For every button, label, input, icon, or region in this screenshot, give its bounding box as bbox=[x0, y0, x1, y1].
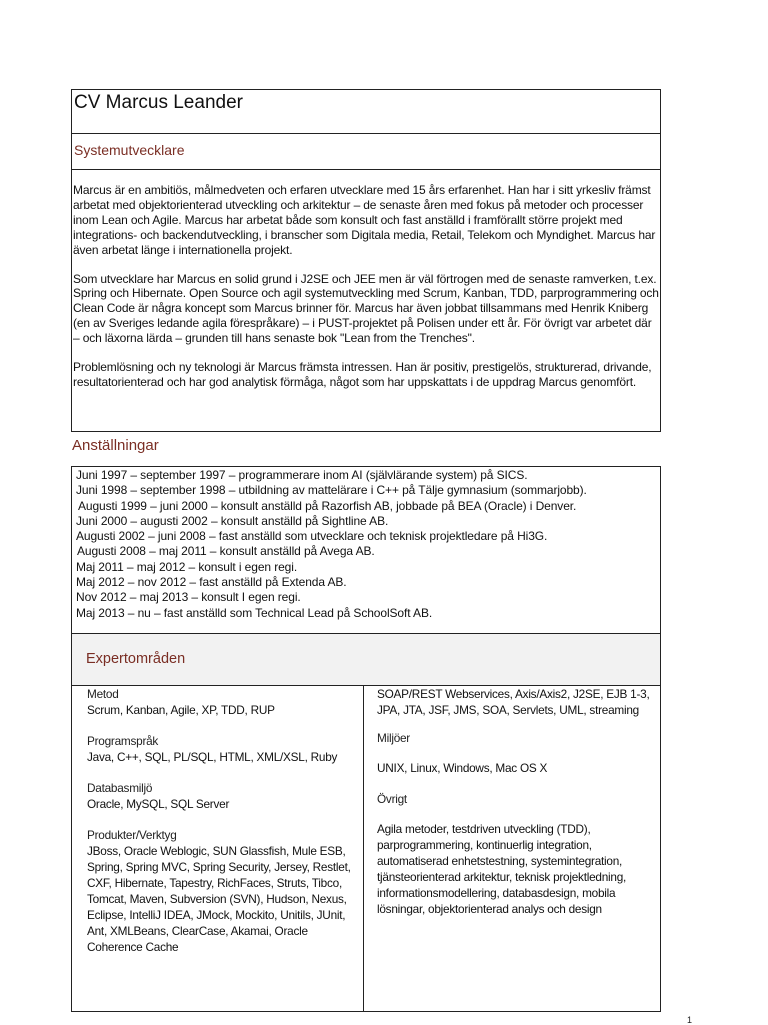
employment-list bbox=[76, 468, 587, 621]
employment-item: Maj 2011 – maj 2012 – konsult i egen regi. bbox=[76, 559, 298, 574]
cv-subtitle: Systemutvecklare bbox=[74, 142, 185, 158]
expertise-label: Databasmiljö bbox=[87, 781, 153, 795]
column-divider bbox=[363, 686, 364, 1011]
employment-item: Augusti 2008 – maj 2011 – konsult anställd på Avega AB. bbox=[77, 544, 375, 559]
expertise-heading-box bbox=[71, 633, 661, 686]
expertise-heading: Expertområden bbox=[86, 651, 186, 667]
intro-paragraph: Problemlösning och ny teknologi är Marcus främsta intressen. Han är positiv, prestigelös, strukturerad, drivande, resultatorienterad och har god analytisk förmåga, något som har uppskattats i de uppdrag Marcus genomfört. bbox=[73, 360, 652, 389]
expertise-value: Agila metoder, testdriven utveckling (TDD), parprogrammering, kontinuerlig integration, automatiserad enhetstestning, systemintegration, tjänsteorienterad arkitektur, teknisk projektledning, informationsmodellering, databasdesign, mobila lösningar, objektorienterad analys och design bbox=[377, 822, 627, 916]
expertise-label: Programspråk bbox=[87, 734, 159, 748]
employment-item: Nov 2012 – maj 2013 – konsult I egen regi. bbox=[76, 590, 301, 605]
subtitle-box bbox=[71, 133, 661, 170]
expertise-group bbox=[87, 827, 359, 955]
expertise-value: Java, C++, SQL, PL/SQL, HTML, XML/XSL, Ruby bbox=[87, 750, 338, 764]
expertise-label: Övrigt bbox=[377, 792, 407, 806]
employment-box bbox=[71, 466, 661, 634]
expertise-value: JBoss, Oracle Weblogic, SUN Glassfish, Mule ESB, Spring, Spring MVC, Spring Security, Jersey, Restlet, CXF, Hibernate, Tapestry, RichFaces, Struts, Tibco, Tomcat, Maven, Subversion (SVN), Hudson, Nexus, Eclipse, IntelliJ IDEA, JMock, Mockito, Unitils, JUnit, Ant, XMLBeans, ClearCase, Akamai, Oracle Coherence Cache bbox=[87, 844, 351, 954]
expertise-box bbox=[71, 685, 661, 1012]
employment-item: Maj 2013 – nu – fast anställd som Technical Lead på SchoolSoft AB. bbox=[76, 605, 433, 620]
employment-item: Juni 1998 – september 1998 – utbildning av mattelärare i C++ på Tälje gymnasium (sommarjobb). bbox=[76, 483, 587, 498]
expertise-group bbox=[87, 686, 359, 718]
expertise-group bbox=[377, 791, 662, 917]
expertise-label: Produkter/Verktyg bbox=[87, 828, 177, 842]
intro-box bbox=[71, 169, 661, 432]
expertise-right-column bbox=[377, 686, 662, 932]
employment-heading: Anställningar bbox=[72, 437, 159, 454]
title-box bbox=[71, 89, 661, 134]
intro-paragraph: Som utvecklare har Marcus en solid grund i J2SE och JEE men är väl förtrogen med de senaste ramverken, t.ex. Spring och Hibernate. Open Source och agil systemutveckling med Scrum, Kanban, TDD, parprogrammering och Clean Code är några koncept som Marcus brinner för. Marcus har även jobbat tillsammans med Henrik Kniberg (en av Sveriges ledande agila förespråkare) – i PUST-projektet på Polisen under ett år. För övrigt var arbetet där – och läxorna lärda – grunden till hans senaste bok "Lean from the Trenches". bbox=[73, 271, 659, 346]
expertise-left-column bbox=[87, 686, 359, 970]
employment-item: Augusti 1999 – juni 2000 – konsult anställd på Razorfish AB, jobbade på BEA (Oracle) i Denver. bbox=[78, 498, 577, 513]
expertise-label: Metod bbox=[87, 687, 119, 701]
expertise-group bbox=[377, 730, 662, 776]
expertise-group bbox=[377, 686, 662, 718]
employment-item: Juni 2000 – augusti 2002 – konsult anställd på Sightline AB. bbox=[76, 513, 389, 528]
cv-title: CV Marcus Leander bbox=[74, 92, 243, 113]
intro-text bbox=[73, 183, 661, 404]
expertise-value: Scrum, Kanban, Agile, XP, TDD, RUP bbox=[87, 703, 275, 717]
expertise-group bbox=[87, 780, 359, 812]
employment-item: Maj 2012 – nov 2012 – fast anställd på Extenda AB. bbox=[76, 575, 347, 590]
expertise-group bbox=[87, 733, 359, 765]
intro-paragraph: Marcus är en ambitiös, målmedveten och erfaren utvecklare med 15 års erfarenhet. Han har i sitt yrkesliv främst arbetat med objektorienterad utveckling och arkitektur – de senaste åren med fokus på metoder och processer inom Lean och Agile. Marcus har arbetat både som konsult och fast anställd i framförallt större projekt med integrations- och backendutveckling, i branscher som Digitala media, Retail, Telekom och Myndighet. Marcus har även arbetat länge i internationella projekt. bbox=[73, 183, 656, 257]
employment-item: Juni 1997 – september 1997 – programmerare inom AI (självlärande system) på SICS. bbox=[76, 468, 528, 482]
expertise-value: Oracle, MySQL, SQL Server bbox=[87, 797, 230, 811]
employment-item: Augusti 2002 – juni 2008 – fast anställd som utvecklare och teknisk projektledare på Hi3G. bbox=[76, 529, 548, 544]
expertise-value: UNIX, Linux, Windows, Mac OS X bbox=[377, 761, 548, 775]
expertise-label: Miljöer bbox=[377, 731, 410, 745]
page-number: 1 bbox=[686, 1015, 692, 1025]
expertise-value: SOAP/REST Webservices, Axis/Axis2, J2SE, EJB 1-3, JPA, JTA, JSF, JMS, SOA, Servlets, UML, streaming bbox=[377, 687, 650, 717]
